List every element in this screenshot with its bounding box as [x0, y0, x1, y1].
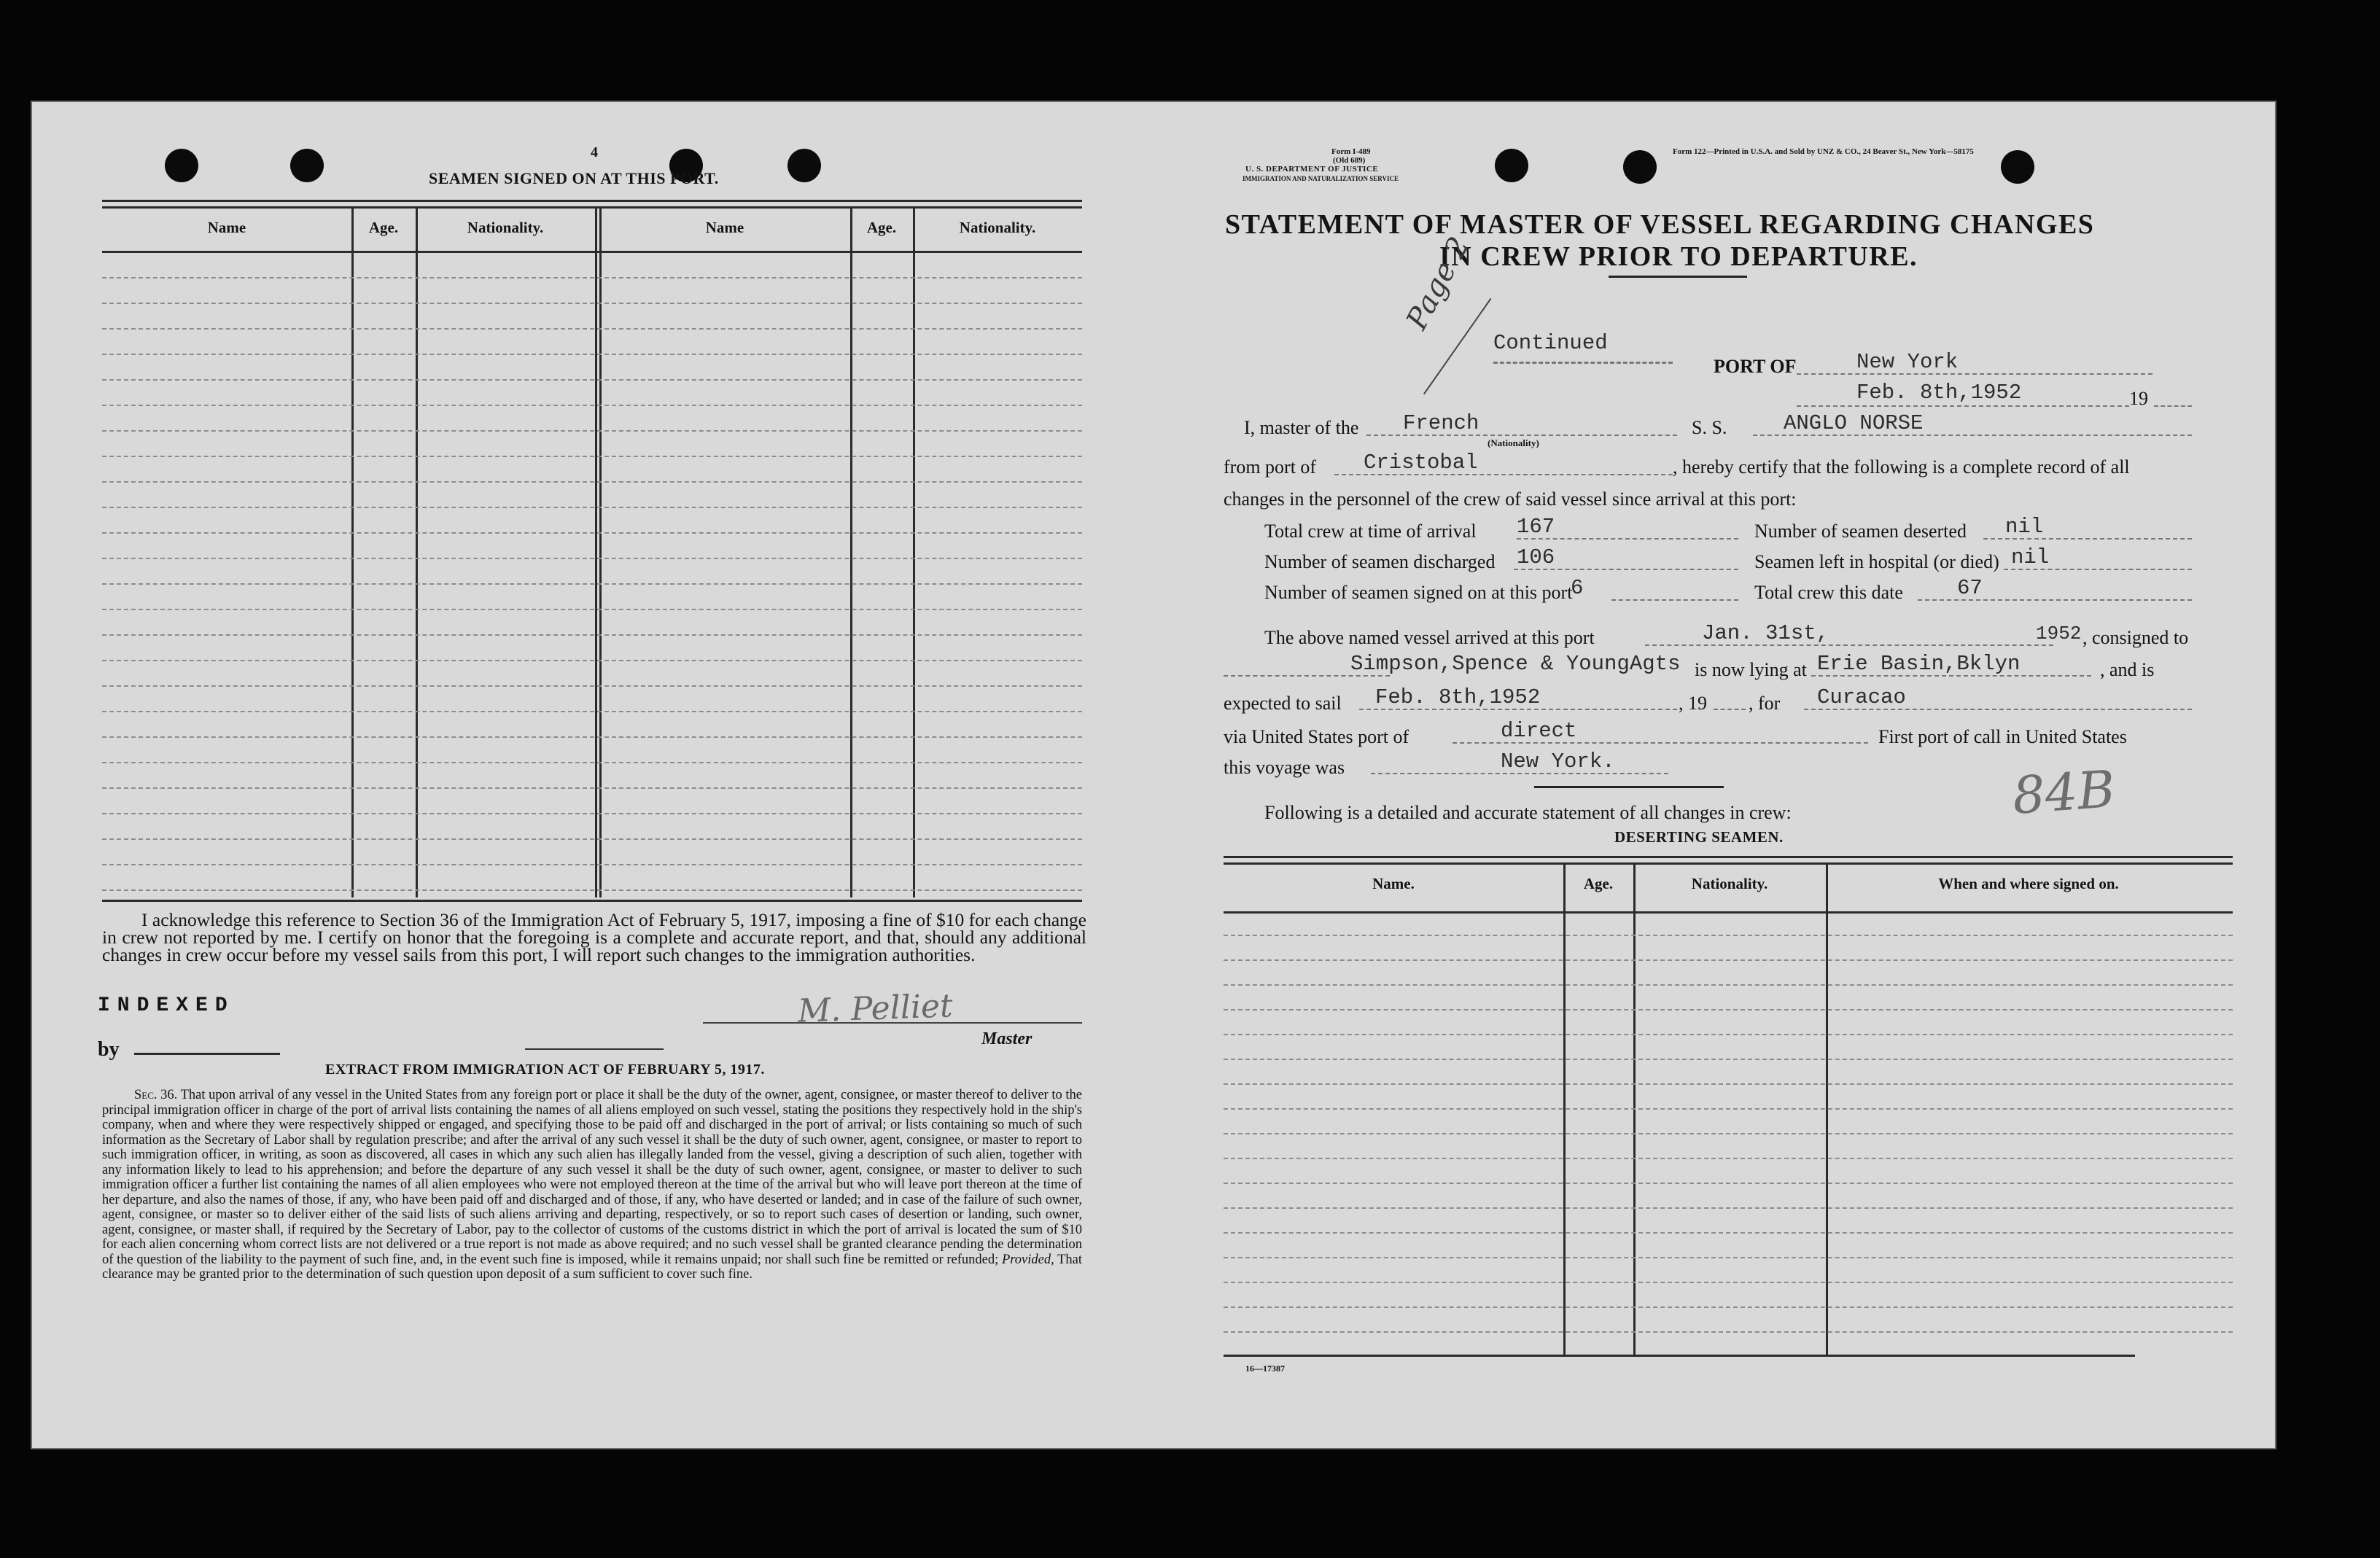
- form-old-number: (Old 689): [1333, 156, 1366, 165]
- following-text: Following is a detailed and accurate statement of all changes in crew:: [1264, 802, 1792, 823]
- page-number: 4: [591, 144, 598, 160]
- total-crew-date-label: Total crew this date: [1754, 582, 1903, 603]
- column-header: Name.: [1372, 875, 1415, 892]
- form-number: Form I-489: [1331, 147, 1371, 156]
- signed-on-value: 6: [1571, 576, 1584, 600]
- port-of-value: New York: [1856, 350, 1959, 374]
- table-row-line: [102, 456, 1082, 457]
- punch-hole: [788, 149, 821, 182]
- voyage-label: this voyage was: [1224, 757, 1345, 778]
- table-row-line: [102, 583, 1082, 585]
- vessel-line: [1753, 435, 2192, 436]
- table-row-line: [102, 303, 1082, 304]
- ss-label: S. S.: [1692, 417, 1727, 438]
- continued-underline: [1493, 362, 1673, 364]
- column-header: Age.: [368, 219, 399, 236]
- date-line: [1797, 405, 2129, 407]
- document-sheet: [31, 101, 2276, 1449]
- table-row-line: [1224, 1034, 2233, 1035]
- table-row-line: [102, 379, 1082, 381]
- vessel-name: ANGLO NORSE: [1784, 411, 1924, 435]
- hospital-label: Seamen left in hospital (or died): [1754, 551, 1999, 572]
- page-note: Page 2: [1400, 231, 1477, 335]
- arrived-value: Jan. 31st,: [1702, 621, 1829, 645]
- nationality-caption: (Nationality): [1488, 437, 1539, 448]
- column-header: Age.: [866, 219, 897, 236]
- stat-line: [1514, 569, 1738, 570]
- lying-value: Erie Basin,Bklyn: [1817, 652, 2021, 676]
- from-port-line: [1334, 474, 1673, 475]
- table-row-line: [102, 328, 1082, 330]
- expected-19: , 19: [1679, 693, 1707, 714]
- master-of-label: I, master of the: [1244, 417, 1359, 438]
- by-label: by: [98, 1038, 120, 1061]
- via-line: [1452, 742, 1868, 744]
- table-row-line: [1224, 1108, 2233, 1110]
- master-signature: M. Pelliet: [797, 987, 954, 1030]
- voyage-rule: [1534, 786, 1724, 788]
- table-row-line: [102, 481, 1082, 483]
- port-of-label: PORT OF: [1714, 356, 1797, 377]
- stat-line: [1983, 538, 2192, 540]
- total-crew-arrival-label: Total crew at time of arrival: [1264, 521, 1477, 542]
- expected-label: expected to sail: [1224, 693, 1342, 714]
- voyage-value: New York.: [1501, 749, 1615, 774]
- lying-label: is now lying at: [1695, 659, 1807, 680]
- port-of-line: [1797, 373, 2152, 375]
- footer-code: 16—17387: [1245, 1363, 1285, 1374]
- expected-line: [1359, 709, 1677, 710]
- for-label: , for: [1749, 693, 1781, 714]
- form-title-line-2: IN CREW PRIOR TO DEPARTURE.: [1439, 241, 1918, 272]
- table-row-line: [102, 813, 1082, 814]
- column-header: Name: [207, 219, 246, 236]
- stat-line: [1611, 599, 1738, 601]
- table-row-line: [102, 711, 1082, 712]
- punch-hole: [165, 149, 198, 182]
- section-body: That upon arrival of any vessel in the United States from any foreign port or place it shall be the duty of the owner, agent, consignee, or master thereof to deliver to the principal immigration officer in charge of the port of arrival lists containing the names of all aliens employed on such vessel, stating the positions they respectively hold in the ship's company, when and where they were respectively shipped or engaged, and specifying those to be paid off and discharged in the port of arrival; or lists containing so much of such information as the Secretary of Labor shall by regulation prescribe; and after the arrival of any such vessel it shall be the duty of such owner, agent, consignee, or master to report to such immigration officer, in writing, as soon as discovered, all cases in which any such alien has illegally landed from the vessel, giving a description of such alien, together with any information likely to lead to his apprehension; and before the departure of any such vessel it shall be the duty of such owner, agent, consignee, or master to deliver to such immigration officer a further list containing the names of all alien employees who were not employed thereon at the time of the arrival but who will leave port thereon at the time of her departure, and also the names of those, if any, who have been paid off and discharged and of those, if any, who have deserted or landed; and in case of the failure of such owner, agent, consignee, or master so to deliver either of the said lists of such aliens arriving and departing, respectively, or so to report such cases of desertion or landing, such owner, agent, consignee, or master shall, if required by the Secretary of Labor, pay to the collector of customs of the customs district in which the port of arrival is located the sum of $10 for each alien concerning whom correct lists are not delivered or a true report is not made as above required; and no such vessel shall be granted clearance pending the determination of the question of the liability to the payment of such fine, and, in the event such fine is imposed, while it remains unpaid; nor shall such fine be remitted or refunded;: [102, 1088, 1082, 1267]
- table-row-line: [1224, 984, 2233, 986]
- discharged-value: 106: [1517, 545, 1555, 569]
- arrived-label: The above named vessel arrived at this port: [1264, 627, 1595, 648]
- changes-text: changes in the personnel of the crew of said vessel since arrival at this port:: [1224, 488, 1797, 510]
- column-header: Nationality.: [467, 219, 544, 236]
- stat-line: [1918, 599, 2192, 601]
- table-row-line: [1224, 1059, 2233, 1060]
- left-page-title: SEAMEN SIGNED ON AT THIS PORT.: [429, 169, 719, 187]
- punch-hole: [1623, 150, 1657, 184]
- hospital-value: nil: [2011, 545, 2050, 569]
- column-header: Age.: [1583, 875, 1614, 892]
- table-row-line: [1224, 1232, 2233, 1234]
- table-row-line: [1224, 935, 2233, 936]
- column-header: When and where signed on.: [1938, 875, 2119, 892]
- first-port-label: First port of call in United States: [1878, 726, 2127, 747]
- table-row-line: [1224, 1133, 2233, 1134]
- provided-label: Provided,: [1001, 1252, 1054, 1267]
- table-row-line: [102, 736, 1082, 738]
- lying-line: [1811, 675, 2091, 677]
- section-tail: That clearance may be granted prior to the determination of such question upon deposit of a sum sufficient to cover such fine.: [102, 1252, 1082, 1282]
- arrived-year: 1952: [2036, 623, 2082, 644]
- table-row-line: [102, 660, 1082, 661]
- stat-line: [1517, 538, 1738, 540]
- column-header: Nationality.: [1691, 875, 1768, 892]
- acknowledgment-text: I acknowledge this reference to Section 36 of the Immigration Act of February 5, 1917, imposing a fine of $10 for each change in crew not reported by me. I certify on honor that the foregoing is a complete and accurate report, and that, should any additional changes in crew occur before my vessel sails from this port, I will report such changes to the immigration authorities.: [102, 909, 1086, 965]
- table-row-line: [102, 405, 1082, 406]
- via-value: direct: [1501, 719, 1577, 743]
- punch-hole: [290, 149, 324, 182]
- date-value: Feb. 8th,1952: [1856, 381, 2022, 405]
- column-header: Nationality.: [959, 219, 1036, 236]
- table-row-line: [102, 507, 1082, 508]
- voyage-line: [1371, 773, 1668, 774]
- deserting-title: DESERTING SEAMEN.: [1614, 828, 1784, 846]
- agency-name: U. S. DEPARTMENT OF JUSTICE: [1245, 165, 1379, 174]
- signature-line: [703, 1022, 1082, 1024]
- table-row-line: [1224, 1282, 2233, 1283]
- deserted-label: Number of seamen deserted: [1754, 521, 1967, 542]
- discharged-label: Number of seamen discharged: [1264, 551, 1496, 572]
- year-line: [2154, 405, 2192, 407]
- title-rule: [1609, 276, 1747, 278]
- table-row-line: [102, 762, 1082, 763]
- section-36-text: [102, 1088, 1082, 1282]
- printer-line: Form 122—Printed in U.S.A. and Sold by UNZ & CO., 24 Beaver St., New York—58175: [1673, 147, 1974, 156]
- table-row-line: [102, 430, 1082, 432]
- by-line: [134, 1053, 280, 1055]
- year-prefix: 19: [2129, 388, 2148, 409]
- indexed-stamp: INDEXED: [98, 994, 235, 1017]
- signed-on-label: Number of seamen signed on at this port: [1264, 582, 1573, 603]
- expected-year-line: [1714, 709, 1746, 710]
- nationality-line: [1366, 435, 1677, 436]
- table-row-line: [1224, 1158, 2233, 1159]
- for-line: [1804, 709, 2192, 710]
- service-name: IMMIGRATION AND NATURALIZATION SERVICE: [1242, 175, 1399, 182]
- punch-hole: [2001, 150, 2034, 184]
- certify-text: , hereby certify that the following is a complete record of all: [1673, 456, 2130, 478]
- for-value: Curacao: [1817, 685, 1906, 709]
- nationality-value: French: [1403, 411, 1479, 435]
- form-title-line-1: STATEMENT OF MASTER OF VESSEL REGARDING CHANGES: [1225, 209, 2095, 240]
- table-row-line: [102, 889, 1082, 891]
- arrived-line: [1645, 644, 2053, 646]
- punch-hole: [1495, 149, 1528, 182]
- continued-label: Continued: [1493, 331, 1608, 355]
- table-row-line: [1224, 959, 2233, 961]
- handwritten-code: 84B: [2010, 759, 2118, 826]
- master-label: Master: [981, 1029, 1032, 1048]
- table-row-line: [1224, 1257, 2233, 1258]
- consigned-label: , consigned to: [2082, 627, 2189, 648]
- table-row-line: [1224, 1009, 2233, 1010]
- table-row-line: [102, 864, 1082, 865]
- table-row-line: [102, 838, 1082, 840]
- stat-line: [2004, 569, 2192, 570]
- table-row-line: [1224, 1306, 2233, 1308]
- from-port-label: from port of: [1224, 456, 1317, 478]
- deserted-value: nil: [2005, 515, 2044, 539]
- table-row-line: [102, 558, 1082, 559]
- table-row-line: [1224, 1331, 2233, 1333]
- table-row-line: [102, 787, 1082, 789]
- column-header: Name: [705, 219, 744, 236]
- extract-title: EXTRACT FROM IMMIGRATION ACT OF FEBRUARY 5, 1917.: [325, 1062, 765, 1078]
- table-row-line: [1224, 1183, 2233, 1184]
- total-crew-date-value: 67: [1957, 576, 1983, 600]
- section-label: Sec. 36.: [134, 1088, 178, 1102]
- from-port-value: Cristobal: [1364, 451, 1478, 475]
- extract-rule: [525, 1048, 664, 1050]
- table-row-line: [102, 532, 1082, 534]
- table-row-line: [102, 609, 1082, 610]
- table-row-line: [102, 634, 1082, 636]
- total-crew-arrival-value: 167: [1517, 515, 1555, 539]
- table-row-line: [1224, 1207, 2233, 1209]
- table-row-line: [102, 277, 1082, 279]
- table-row-line: [1224, 1083, 2233, 1085]
- via-label: via United States port of: [1224, 726, 1409, 747]
- expected-value: Feb. 8th,1952: [1375, 685, 1541, 709]
- table-row-line: [102, 685, 1082, 687]
- consignee-value: Simpson,Spence & YoungAgts: [1350, 652, 1681, 676]
- and-is-label: , and is: [2100, 659, 2155, 680]
- table-row-line: [102, 354, 1082, 355]
